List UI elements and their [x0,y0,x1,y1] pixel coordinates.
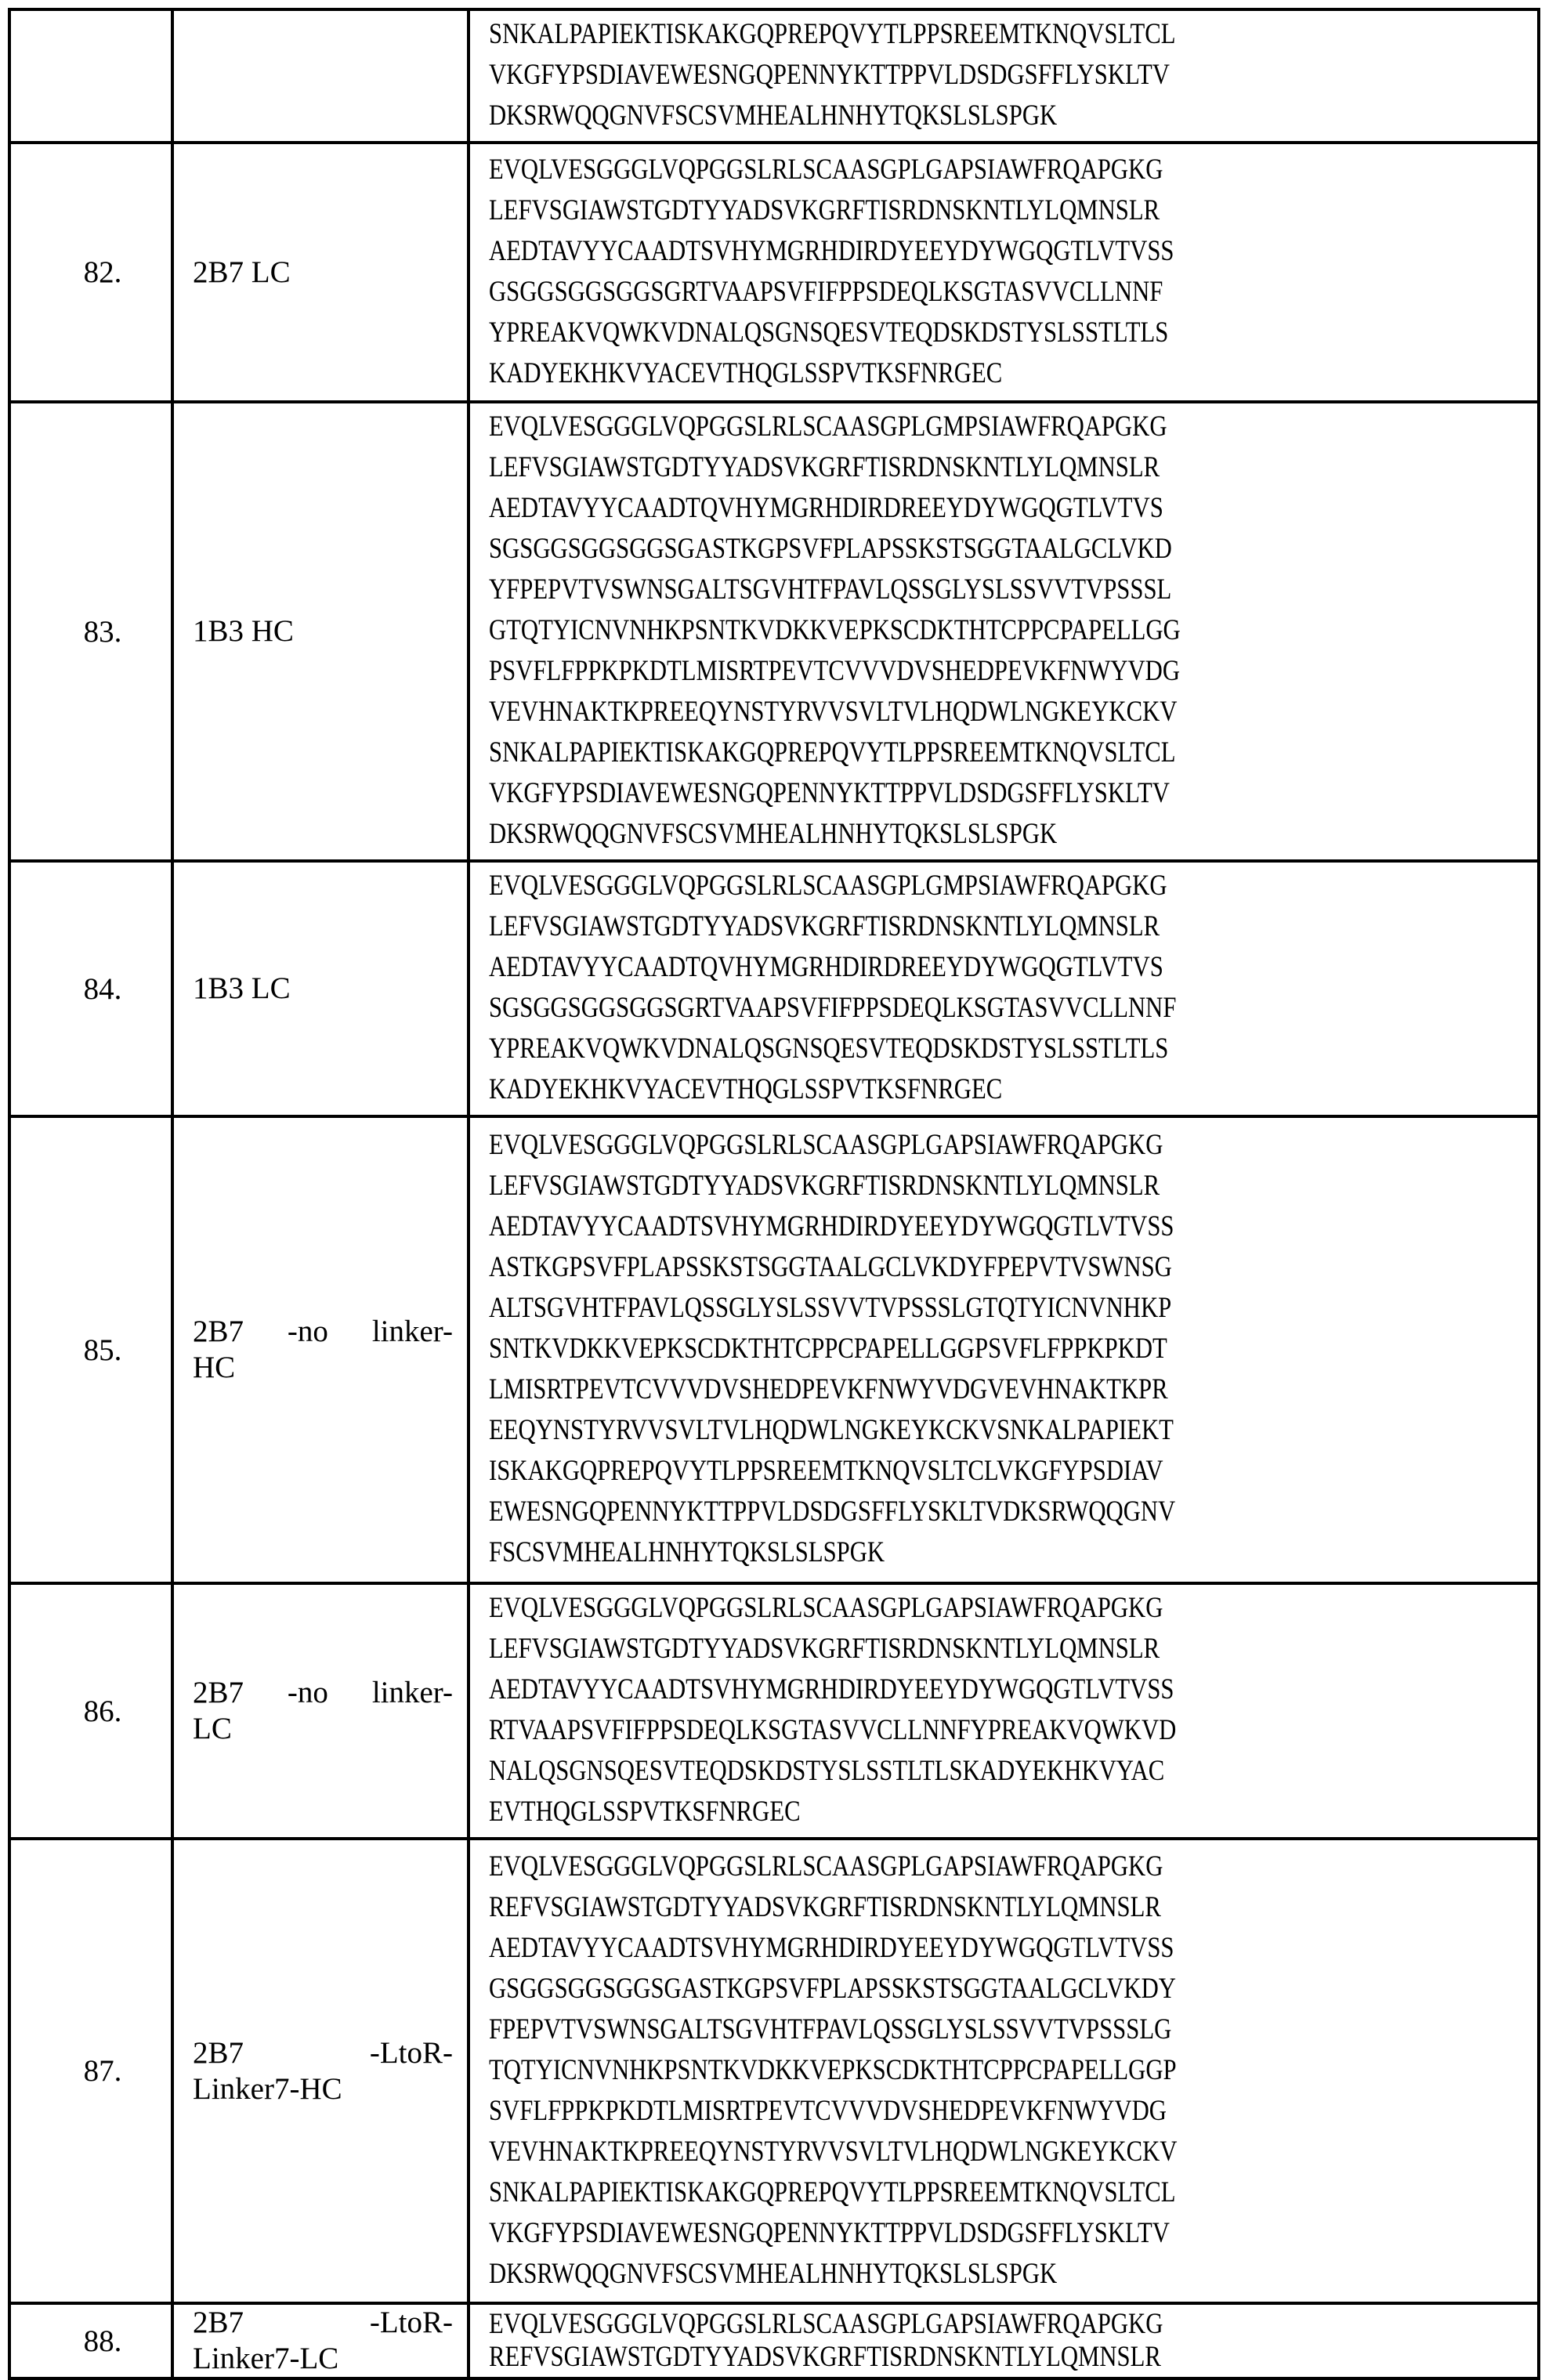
seq-name-line: Linker7-LC [193,2342,339,2375]
sequence-line: AEDTAVYYCAADTSVHYMGRHDIRDYEEYDYWGQGTLVTVSS [489,234,1174,267]
sequence-line: GSGGSGGSGGSGASTKGPSVFPLAPSSKSTSGGTAALGCLVKDY [489,1972,1176,2005]
sequence-line: REFVSGIAWSTGDTYYADSVKGRFTISRDNSKNTLYLQMNSLR [489,1890,1161,1923]
sequence-line: ALTSGVHTFPAVLQSSGLYSLSSVVTVPSSSLGTQTYICNVNHKP [489,1292,1172,1324]
seq-name-line: 2B7 -no linker- [193,1676,453,1709]
table-row [9,861,1539,1116]
sequence-table [8,8,1540,2380]
table-row [9,2303,1539,2378]
sequence-line: FPEPVTVSWNSGALTSGVHTFPAVLQSSGLYSLSSVVTVPSSSLG [489,2013,1172,2045]
seq-name-line: LC [193,1712,232,1745]
sequence-line: VKGFYPSDIAVEWESNGQPENNYKTTPPVLDSDGSFFLYSKLTV [489,59,1170,91]
sequence-cell [469,402,1539,861]
sequence-line: EVQLVESGGGLVQPGGSLRLSCAASGPLGAPSIAWFRQAPGKG [489,1592,1163,1624]
sequence-line: TQTYICNVNHKPSNTKVDKKVEPKSCDKTHTCPPCPAPELLGGP [489,2053,1177,2086]
seq-id-cell [9,1116,172,1583]
seq-id-cell [9,1583,172,1839]
sequence-line: YPREAKVQWKVDNALQSGNSQESVTEQDSKDSTYSLSSTLTLS [489,1033,1169,1065]
sequence-line: AEDTAVYYCAADTSVHYMGRHDIRDYEEYDYWGQGTLVTVSS [489,1931,1174,1964]
sequence-line: ISKAKGQPREPQVYTLPPSREEMTKNQVSLTCLVKGFYPSDIAV [489,1455,1163,1487]
seq-name-cell [172,9,469,143]
seq-id-number: 86. [83,1694,122,1728]
sequence-line: LEFVSGIAWSTGDTYYADSVKGRFTISRDNSKNTLYLQMNSLR [489,451,1160,483]
seq-id-number: 87. [83,2054,122,2088]
seq-name-cell [172,861,469,1116]
seq-name-line: Linker7-HC [193,2071,342,2106]
sequence-line: RTVAAPSVFIFPPSDEQLKSGTASVVCLLNNFYPREAKVQWKVD [489,1714,1177,1746]
seq-name-line: 2B7 LC [193,255,291,289]
seq-name-line: 2B7 -LtoR- [193,2306,453,2339]
sequence-line: AEDTAVYYCAADTSVHYMGRHDIRDYEEYDYWGQGTLVTVSS [489,1210,1174,1242]
sequence-line: VEVHNAKTKPREEQYNSTYRVVSVLTVLHQDWLNGKEYKCKV [489,2135,1178,2168]
sequence-line: EVQLVESGGGLVQPGGSLRLSCAASGPLGAPSIAWFRQAPGKG [489,153,1163,186]
sequence-line: SGSGGSGGSGGSGASTKGPSVFPLAPSSKSTSGGTAALGCLVKD [489,533,1172,565]
sequence-line: VKGFYPSDIAVEWESNGQPENNYKTTPPVLDSDGSFFLYSKLTV [489,2216,1170,2249]
sequence-cell [469,1116,1539,1583]
sequence-line: DKSRWQQGNVFSCSVMHEALHNHYTQKSLSLSPGK [489,818,1058,850]
sequence-cell [469,143,1539,402]
table-row [9,9,1539,143]
sequence-line: KADYEKHKVYACEVTHQGLSSPVTKSFNRGEC [489,356,1003,389]
seq-name-line: 1B3 HC [193,614,294,648]
seq-name-line: 1B3 LC [193,971,291,1005]
seq-name-cell [172,1583,469,1839]
seq-id-number: 84. [83,971,122,1006]
table-row [9,1116,1539,1583]
sequence-line: GTQTYICNVNHKPSNTKVDKKVEPKSCDKTHTCPPCPAPELLGG [489,614,1181,646]
sequence-line: REFVSGIAWSTGDTYYADSVKGRFTISRDNSKNTLYLQMNSLR [489,2341,1161,2373]
sequence-line: YPREAKVQWKVDNALQSGNSQESVTEQDSKDSTYSLSSTLTLS [489,316,1169,349]
seq-name-cell [172,402,469,861]
sequence-line: KADYEKHKVYACEVTHQGLSSPVTKSFNRGEC [489,1073,1003,1105]
seq-id-number: 88. [83,2324,122,2358]
sequence-line: NALQSGNSQESVTEQDSKDSTYSLSSTLTLSKADYEKHKVYAC [489,1755,1165,1787]
sequence-line: EEQYNSTYRVVSVLTVLHQDWLNGKEYKCKVSNKALPAPIEKT [489,1414,1174,1446]
sequence-line: YFPEPVTVSWNSGALTSGVHTFPAVLQSSGLYSLSSVVTVPSSSL [489,573,1172,606]
sequence-cell [469,861,1539,1116]
sequence-line: LMISRTPEVTCVVVDVSHEDPEVKFNWYVDGVEVHNAKTKPR [489,1373,1168,1405]
seq-id-cell [9,143,172,402]
sequence-line: SNKALPAPIEKTISKAKGQPREPQVYTLPPSREEMTKNQVSLTCL [489,2176,1176,2208]
sequence-cell [469,1583,1539,1839]
seq-name-cell [172,1839,469,2303]
sequence-line: LEFVSGIAWSTGDTYYADSVKGRFTISRDNSKNTLYLQMNSLR [489,1633,1160,1665]
sequence-line: EVTHQGLSSPVTKSFNRGEC [489,1796,801,1828]
seq-name-cell [172,1116,469,1583]
seq-id-number: 85. [83,1333,122,1367]
sequence-line: AEDTAVYYCAADTQVHYMGRHDIRDREEYDYWGQGTLVTVS [489,492,1163,524]
seq-name-cell [172,2303,469,2378]
sequence-line: EVQLVESGGGLVQPGGSLRLSCAASGPLGMPSIAWFRQAPGKG [489,411,1167,443]
sequence-line: DKSRWQQGNVFSCSVMHEALHNHYTQKSLSLSPGK [489,99,1058,132]
seq-id-number: 83. [83,614,122,649]
sequence-line: SVFLFPPKPKDTLMISRTPEVTCVVVDVSHEDPEVKFNWYVDG [489,2094,1167,2127]
sequence-line: AEDTAVYYCAADTQVHYMGRHDIRDREEYDYWGQGTLVTVS [489,951,1163,983]
sequence-line: LEFVSGIAWSTGDTYYADSVKGRFTISRDNSKNTLYLQMNSLR [489,910,1160,942]
sequence-line: SNTKVDKKVEPKSCDKTHTCPPCPAPELLGGPSVFLFPPKPKDT [489,1333,1167,1365]
seq-id-number: 82. [83,255,122,289]
seq-id-cell [9,861,172,1116]
sequence-line: EVQLVESGGGLVQPGGSLRLSCAASGPLGAPSIAWFRQAPGKG [489,2308,1163,2340]
sequence-line: LEFVSGIAWSTGDTYYADSVKGRFTISRDNSKNTLYLQMNSLR [489,1170,1160,1202]
seq-name-cell [172,143,469,402]
sequence-line: VEVHNAKTKPREEQYNSTYRVVSVLTVLHQDWLNGKEYKCKV [489,696,1178,728]
seq-id-cell [9,9,172,143]
sequence-line: SNKALPAPIEKTISKAKGQPREPQVYTLPPSREEMTKNQVSLTCL [489,18,1176,50]
sequence-line: FSCSVMHEALHNHYTQKSLSLSPGK [489,1536,885,1568]
sequence-cell [469,2303,1539,2378]
sequence-cell [469,1839,1539,2303]
table-row [9,143,1539,402]
seq-id-cell [9,2303,172,2378]
sequence-line: SGSGGSGGSGGSGRTVAAPSVFIFPPSDEQLKSGTASVVCLLNNF [489,992,1177,1024]
sequence-line: GSGGSGGSGGSGRTVAAPSVFIFPPSDEQLKSGTASVVCLLNNF [489,275,1163,308]
sequence-line: EVQLVESGGGLVQPGGSLRLSCAASGPLGAPSIAWFRQAPGKG [489,1129,1163,1161]
sequence-line: DKSRWQQGNVFSCSVMHEALHNHYTQKSLSLSPGK [489,2257,1058,2290]
sequence-line: ASTKGPSVFPLAPSSKSTSGGTAALGCLVKDYFPEPVTVSWNSG [489,1251,1172,1283]
seq-name-line: 2B7 -LtoR- [193,2035,453,2070]
sequence-line: PSVFLFPPKPKDTLMISRTPEVTCVVVDVSHEDPEVKFNWYVDG [489,655,1181,687]
sequence-line: AEDTAVYYCAADTSVHYMGRHDIRDYEEYDYWGQGTLVTVSS [489,1673,1174,1705]
sequence-line: SNKALPAPIEKTISKAKGQPREPQVYTLPPSREEMTKNQVSLTCL [489,736,1176,769]
sequence-line: EVQLVESGGGLVQPGGSLRLSCAASGPLGMPSIAWFRQAPGKG [489,870,1167,902]
sequence-cell [469,9,1539,143]
table-row [9,1583,1539,1839]
sequence-line: VKGFYPSDIAVEWESNGQPENNYKTTPPVLDSDGSFFLYSKLTV [489,777,1170,809]
seq-name-line: 2B7 -no linker- [193,1315,453,1348]
sequence-line: EWESNGQPENNYKTTPPVLDSDGSFFLYSKLTVDKSRWQQGNV [489,1496,1176,1528]
seq-name-line: HC [193,1351,236,1384]
table-row [9,1839,1539,2303]
sequence-line: LEFVSGIAWSTGDTYYADSVKGRFTISRDNSKNTLYLQMNSLR [489,194,1160,226]
table-row [9,402,1539,861]
sequence-line: EVQLVESGGGLVQPGGSLRLSCAASGPLGAPSIAWFRQAPGKG [489,1850,1163,1883]
seq-id-cell [9,1839,172,2303]
seq-id-cell [9,402,172,861]
